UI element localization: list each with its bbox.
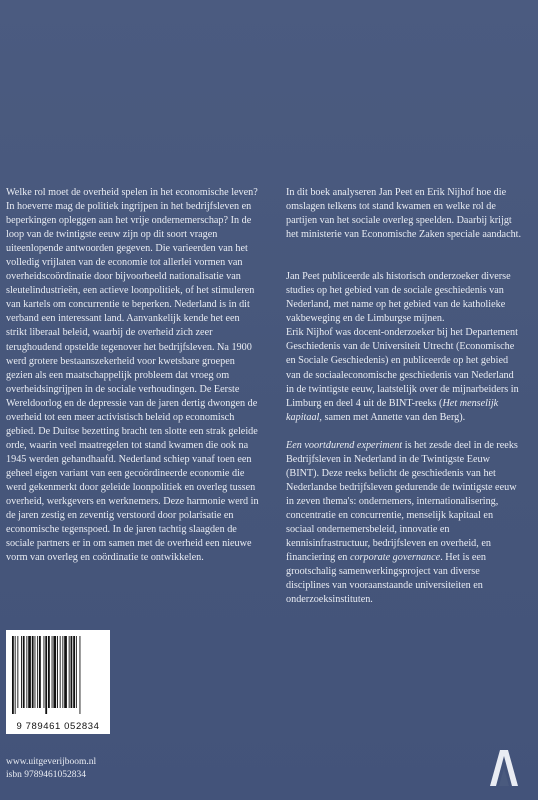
barcode-bar (39, 636, 41, 708)
description-column-right (286, 186, 522, 607)
barcode-bar (71, 636, 73, 708)
barcode-bar (76, 636, 77, 708)
author-bio-peet: Jan Peet publiceerde als historisch onderzoeker diverse studies op het gebied van de sociale geschiedenis van Nederland, met name op het gebied van de katholieke vakbeweging en de Limburgse mijnen. (286, 271, 511, 325)
isbn-barcode (6, 630, 110, 734)
author-bio-nijhof: Erik Nijhof was docent-onderzoeker bij het Departement Geschiedenis van de Universiteit Utrecht (Economische en Sociale Geschiedenis) en publiceerde op het gebied van de sociaaleconomische geschiedenis van Nederland in de twintigste eeuw, laatstelijk over de mijnarbeiders in Limburg en deel 4 uit de BINT-reeks (Het menselijk kapitaal, samen met Annette van den Berg). (286, 327, 519, 423)
intro-paragraph: Welke rol moet de overheid spelen in het economische leven? In hoeverre mag de politiek ingrijpen in het bedrijfsleven en beperkingen opleggen aan het vrije ondernemerschap? In de loop van de twintigste eeuw zijn op dit soort vragen uiteenlopende antwoorden gegeven. Die varieerden van het volledig vrijlaten van de economie tot allerlei vormen van overheidscoördinatie door bijvoorbeeld nationalisatie van sleutelindustrieën, een actieve loonpolitiek, of het stimuleren van kartels om concurrentie te beperken. Nederland is in dit verband een interessant land. Aanvankelijk kende het een strikt liberaal beleid, waarbij de overheid zich zeer terughoudend opstelde tegenover het bedrijfsleven. Na 1900 werd grotere bestaanszekerheid voor kwetsbare groepen gezien als een maatschappelijk probleem dat vroeg om overheidsingrijpen in de sociale verhoudingen. De Eerste Wereldoorlog en de depressie van de jaren dertig dwongen de overheid tot een meer activistisch beleid op economisch gebied. De Duitse bezetting bracht ten slotte een strak geleide orde, waarin veel maatregelen tot stand kwamen die ook na 1945 werden gehandhaafd. Nederland schiep vanaf toen een geheel eigen variant van een gecoördineerde economie die werd gekenmerkt door geleide loonpolitiek en overleg tussen overheid, werkgevers en werknemers. Deze harmonie werd in de jaren zestig en zeventig verstoord door polarisatie en economische tegenspoed. In de jaren tachtig slaagden de sociale partners er in om samen met de overheid een nieuwe vorm van overleg en coördinatie te ontwikkelen. (6, 187, 259, 564)
barcode-bar (52, 636, 53, 708)
corporate-governance-term: corporate governance (349, 552, 441, 564)
publisher-website: www.uitgeverijboom.nl (6, 757, 97, 767)
barcode-bar (48, 636, 50, 708)
barcode-bar (28, 636, 31, 708)
book-summary-paragraph: In dit boek analyseren Jan Peet en Erik Nijhof hoe die omslagen telkens tot stand kwamen en welke rol de partijen van het sociale overleg speelden. Daarbij krijgt het ministerie van Economische Zaken speciale aandacht. (286, 187, 522, 241)
barcode-bar (57, 636, 58, 708)
barcode-bar (32, 636, 34, 708)
barcode-bar (17, 636, 18, 708)
barcode-bar (80, 636, 81, 714)
barcode-bar (69, 636, 70, 708)
barcode-bar (21, 636, 22, 708)
barcode-bar (35, 636, 36, 708)
barcode-bar (73, 636, 75, 708)
barcode-bar (23, 636, 25, 708)
series-book-title: Een voortdurend experiment (286, 439, 403, 451)
barcode-bar (15, 636, 16, 714)
barcode-bar (26, 636, 27, 708)
barcode-bar (60, 636, 61, 708)
book-title-reference: Het menselijk kapitaal (286, 397, 499, 423)
barcode-bar (37, 636, 38, 708)
barcode-bar (64, 636, 67, 708)
publisher-logo-icon (486, 748, 522, 788)
barcode-bar (53, 636, 56, 708)
barcode-bar (62, 636, 63, 708)
description-column-left (6, 186, 260, 565)
barcode-bar (12, 636, 14, 714)
barcode-bar (44, 636, 45, 708)
barcode-digits: 9 789461 052834 (16, 721, 100, 732)
isbn-text: isbn 9789461052834 (6, 770, 86, 780)
barcode-bars (11, 636, 105, 714)
publisher-footer (6, 756, 96, 782)
series-paragraph: Een voortdurend experiment is het zesde deel in de reeks Bedrijfsleven in Nederland in de Twintigste Eeuw (BINT). Deze reeks belicht de geschiedenis van het Nederlandse bedrijfsleven gedurende de twintigste eeuw in zeven thema's: ondernemers, internationalisering, concentratie en concurrentie, menselijk kapitaal en sociaal ondernemersbeleid, innovatie en kennisinfrastructuur, bedrijfsleven en overheid, en financiering en corporate governance. Het is een grootschalig samenwerkingsproject van diverse disciplines van vooraanstaande universiteiten en onderzoeksinstituten. (286, 439, 518, 606)
barcode-bar (45, 636, 47, 714)
